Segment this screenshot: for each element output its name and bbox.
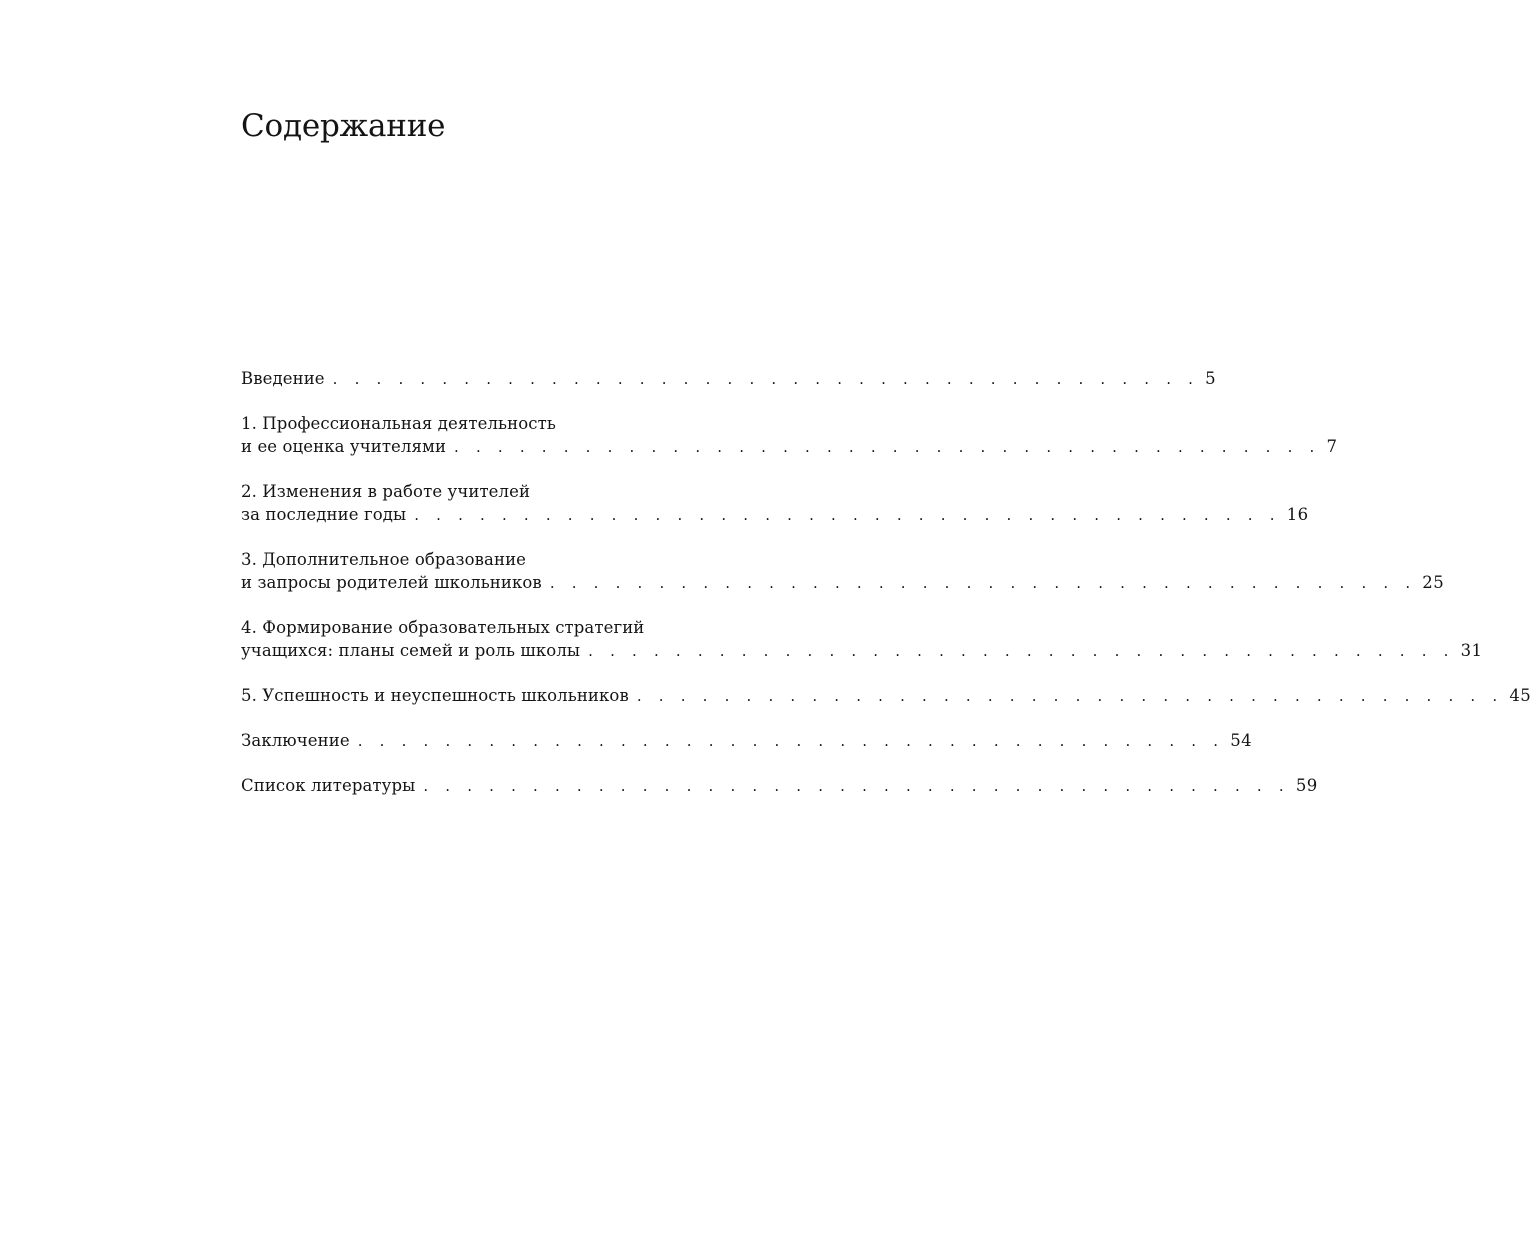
toc-entry-line — [241, 571, 1445, 595]
toc-page-number: 54 — [1230, 731, 1252, 750]
toc-entry-title-line-2: за последние годы — [241, 505, 407, 524]
toc-entry-title-line-1: 3. Дополнительное образование — [241, 550, 527, 569]
toc-page-number: 25 — [1422, 573, 1445, 592]
toc-page-number: 7 — [1326, 437, 1338, 456]
toc-page-number: 5 — [1205, 369, 1217, 388]
toc-entry-line — [241, 435, 1338, 459]
table-of-contents — [241, 367, 1531, 819]
toc-page-number: 45 — [1509, 686, 1531, 705]
toc-entry-chapter-5[interactable] — [241, 684, 1531, 708]
toc-entry-line — [241, 684, 1531, 708]
toc-leader-dots: . . . . . . . . . . . . . . . . . . . . . . . . . . . . . . . . . . . . . . . . — [454, 438, 1321, 456]
toc-entry-chapter-4[interactable] — [241, 616, 1483, 663]
toc-entry-title-line-1: 2. Изменения в работе учителей — [241, 482, 531, 501]
toc-entry-title-line-1: 4. Формирование образовательных стратегий — [241, 618, 645, 637]
toc-leader-dots: . . . . . . . . . . . . . . . . . . . . . . . . . . . . . . . . . . . . . . . . — [332, 370, 1200, 388]
page-title: Содержание — [241, 108, 446, 144]
toc-leader-dots: . . . . . . . . . . . . . . . . . . . . . . . . . . . . . . . . . . . . . . . . — [423, 777, 1290, 795]
toc-leader-dots: . . . . . . . . . . . . . . . . . . . . . . . . . . . . . . . . . . . . . . . . — [357, 732, 1225, 750]
toc-page-number: 31 — [1460, 641, 1483, 660]
toc-entry-title: Заключение — [241, 731, 350, 750]
toc-entry-title: Введение — [241, 369, 325, 388]
toc-page-number: 16 — [1286, 505, 1309, 524]
toc-entry-title-line-1: 1. Профессиональная деятельность — [241, 414, 556, 433]
toc-entry-title-line-2: и ее оценка учителями — [241, 437, 447, 456]
toc-leader-dots: . . . . . . . . . . . . . . . . . . . . . . . . . . . . . . . . . . . . . . . . — [414, 506, 1281, 524]
toc-entry-title: 5. Успешность и неуспешность школьников — [241, 686, 629, 705]
toc-leader-dots: . . . . . . . . . . . . . . . . . . . . . . . . . . . . . . . . . . . . . . . . — [588, 642, 1455, 660]
toc-entry-line — [241, 503, 1309, 527]
toc-entry-title: Список литературы — [241, 776, 416, 795]
toc-entry-introduction[interactable] — [241, 367, 1217, 391]
toc-entry-chapter-3[interactable] — [241, 548, 1445, 595]
toc-leader-dots: . . . . . . . . . . . . . . . . . . . . . . . . . . . . . . . . . . . . . . . . — [636, 687, 1504, 705]
toc-entry-chapter-1[interactable] — [241, 412, 1338, 459]
toc-leader-dots: . . . . . . . . . . . . . . . . . . . . . . . . . . . . . . . . . . . . . . . . — [549, 574, 1417, 592]
toc-entry-title-line-2: и запросы родителей школьников — [241, 573, 542, 592]
toc-entry-chapter-2[interactable] — [241, 480, 1309, 527]
toc-entry-title-line-2: учащихся: планы семей и роль школы — [241, 641, 581, 660]
toc-entry-line — [241, 729, 1252, 753]
toc-entry-line — [241, 774, 1318, 798]
toc-entry-line — [241, 367, 1217, 391]
toc-entry-references[interactable] — [241, 774, 1318, 798]
toc-page-number: 59 — [1295, 776, 1318, 795]
toc-entry-line — [241, 639, 1483, 663]
toc-entry-conclusion[interactable] — [241, 729, 1252, 753]
